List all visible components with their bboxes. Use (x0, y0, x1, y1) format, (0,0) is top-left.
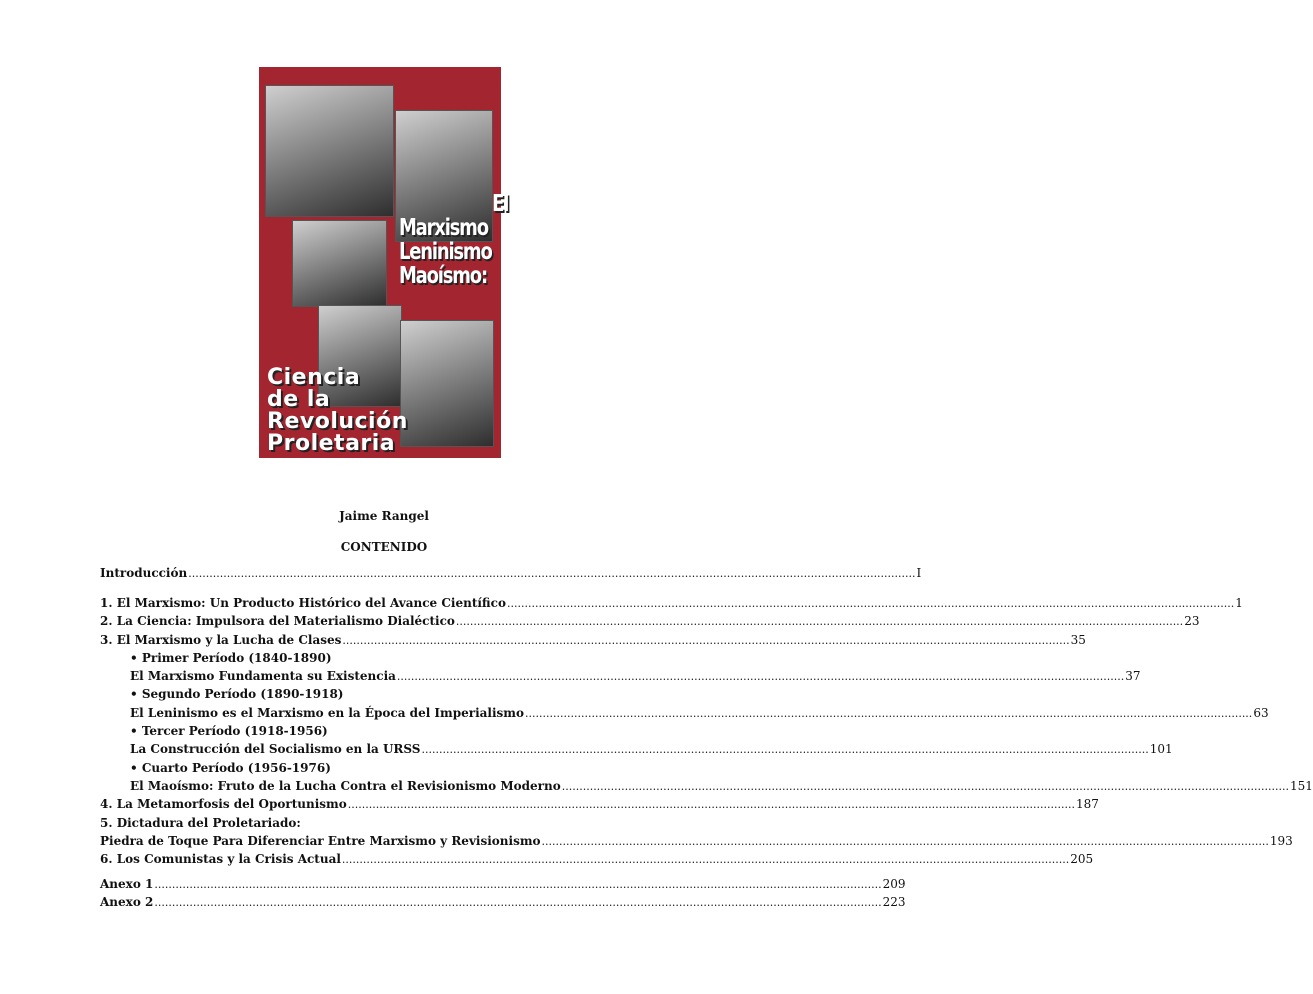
dot-leader (397, 670, 1124, 683)
dot-leader (456, 615, 1183, 628)
toc-entry (100, 614, 1200, 632)
dot-leader (507, 597, 1234, 610)
toc-entry-page: 1 (1235, 596, 1243, 610)
dot-leader (154, 896, 881, 909)
toc-entry-title: • Segundo Período (1890-1918) (130, 687, 344, 702)
cover-title: El Marxismo Leninismo Maoísmo: (399, 191, 509, 289)
toc-entry (100, 705, 1269, 724)
toc-entry-title: 2. La Ciencia: Impulsora del Materialismo Dialéctico (100, 614, 455, 629)
dot-leader (342, 853, 1069, 866)
toc-intro (100, 566, 922, 584)
toc-entry-title: El Marxismo Fundamenta su Existencia (130, 669, 396, 684)
toc-entry-title: Anexo 2 (100, 895, 154, 910)
dot-leader (421, 743, 1148, 756)
dot-leader (154, 878, 881, 891)
toc-entry (100, 596, 1243, 614)
contents-heading: CONTENIDO (340, 540, 428, 554)
toc-entry-title: 1. El Marxismo: Un Producto Histórico del Avance Científico (100, 596, 506, 610)
toc-entry (100, 687, 668, 705)
toc-entry-title: • Primer Período (1840-1890) (130, 650, 332, 665)
toc-entry (100, 778, 1313, 797)
cover-subtitle: Ciencia de la Revolución Proletaria (267, 365, 408, 456)
toc-entry-title: La Construcción del Socialismo en la URSS (130, 742, 421, 757)
toc-entry-title: El Leninismo es el Marxismo en la Época del Imperialismo (130, 705, 525, 720)
toc-entry (100, 852, 1094, 870)
toc-entry (100, 816, 668, 834)
toc-entry-page: 35 (1070, 632, 1086, 647)
toc-entry-page: 23 (1184, 614, 1200, 629)
toc-list (100, 596, 1313, 870)
toc-annexes (100, 877, 906, 914)
toc-entry-title: 6. Los Comunistas y la Crisis Actual (100, 852, 341, 867)
toc-entry-title: El Maoísmo: Fruto de la Lucha Contra el Revisionismo Moderno (130, 778, 561, 793)
toc-entry (100, 669, 1141, 687)
author-name: Jaime Rangel (339, 509, 429, 523)
toc-entry-title: Anexo 1 (100, 877, 154, 891)
toc-entry (100, 651, 668, 669)
portrait-mao (400, 320, 494, 447)
toc-entry: Introducción ..... I (100, 566, 668, 584)
dot-leader (525, 707, 1252, 720)
toc-entry (100, 797, 1099, 815)
toc-entry (100, 833, 1293, 852)
toc-entry (100, 632, 1086, 651)
toc-entry-title: 4. La Metamorfosis del Oportunismo (100, 797, 347, 812)
dot-leader (348, 798, 1075, 811)
toc-entry (100, 742, 1173, 760)
toc-entry-page: 37 (1125, 669, 1141, 684)
dot-leader (542, 835, 1269, 848)
toc-entry-page: 63 (1253, 705, 1269, 720)
toc-entry-page: 223 (882, 895, 906, 910)
toc-entry (100, 724, 668, 742)
toc-entry-title: • Tercer Período (1918-1956) (130, 724, 328, 739)
toc-entry (100, 761, 668, 779)
toc-entry-title: Piedra de Toque Para Diferenciar Entre Marxismo y Revisionismo (100, 833, 541, 848)
toc-entry-title: 3. El Marxismo y la Lucha de Clases (100, 632, 342, 647)
toc-entry-page: 209 (882, 877, 906, 891)
book-cover-image (259, 67, 509, 458)
toc-entry-page: 151 (1290, 778, 1313, 793)
dot-leader (562, 780, 1289, 793)
toc-entry (100, 895, 906, 913)
toc-entry (100, 877, 906, 895)
toc-entry-page: 187 (1076, 797, 1099, 812)
toc-entry-title: • Cuarto Período (1956-1976) (130, 760, 331, 775)
toc-entry-page: 101 (1149, 742, 1173, 757)
portrait-marx (265, 85, 394, 217)
dot-leader (342, 634, 1069, 647)
toc-entry-page: 205 (1070, 852, 1094, 867)
toc-entry-page: 193 (1269, 833, 1293, 848)
portrait-lenin (292, 220, 387, 307)
toc-entry-title: 5. Dictadura del Proletariado: (100, 815, 301, 830)
